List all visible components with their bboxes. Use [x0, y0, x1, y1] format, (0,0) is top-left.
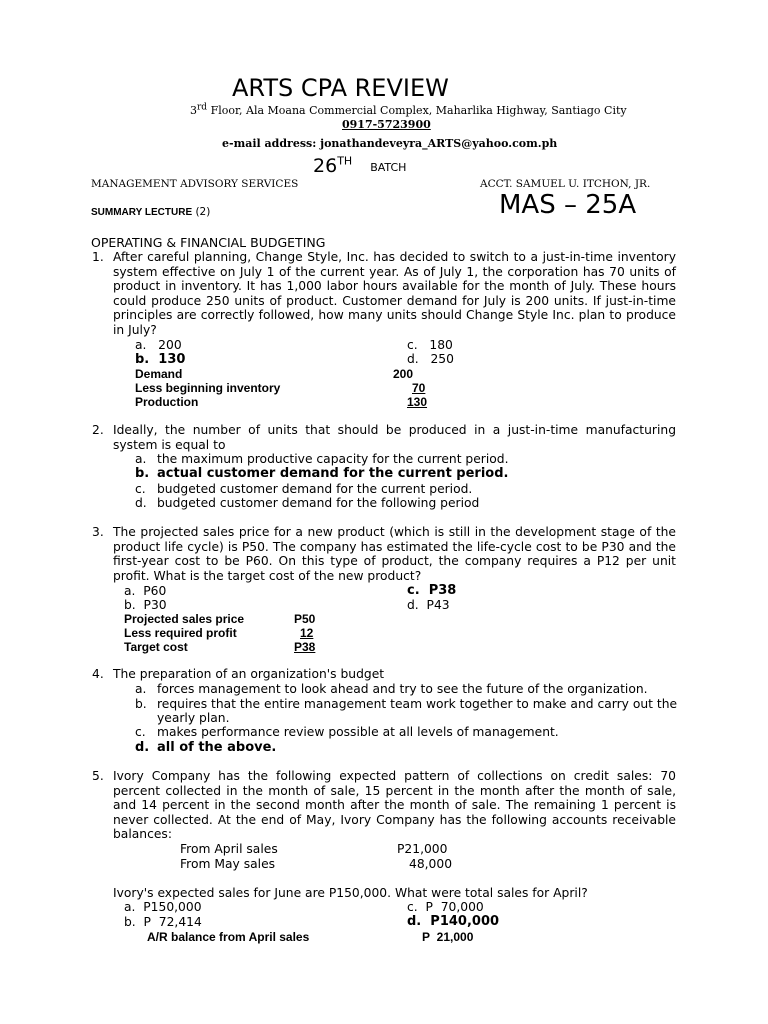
summary-lecture-number: (2) — [192, 206, 211, 218]
question-1-number: 1. — [92, 250, 104, 264]
address-rest: Floor, Ala Moana Commercial Complex, Maharlika Highway, Santiago City — [207, 104, 627, 117]
address-floor-suffix: rd — [197, 102, 208, 113]
q3-choice-a: a. P60 — [124, 584, 167, 598]
q1-choice-b-answer: b. 130 — [135, 352, 186, 367]
q2-choice-b-answer: actual customer demand for the current period. — [157, 466, 509, 481]
question-4-text: The preparation of an organization's budget — [113, 667, 385, 681]
question-2-number: 2. — [92, 423, 104, 437]
q5-choice-a: a. P150,000 — [124, 900, 202, 914]
lecturer-name: ACCT. SAMUEL U. ITCHON, JR. — [480, 178, 651, 190]
q2-choice-c: budgeted customer demand for the current period. — [157, 482, 473, 496]
q5-balance-value: P21,000 — [397, 842, 448, 856]
q5-choice-c: c. P 70,000 — [407, 900, 484, 914]
batch — [313, 155, 406, 177]
q3-solution-value: P38 — [294, 640, 316, 654]
q3-choice-c-answer: c. P38 — [407, 583, 457, 598]
question-4-number: 4. — [92, 667, 104, 681]
email-address: e-mail address: jonathandeveyra_ARTS@yahoo.com.ph — [222, 137, 558, 150]
q5-question: Ivory's expected sales for June are P150,000. What were total sales for April? — [113, 886, 588, 900]
q3-solution-value: 12 — [300, 626, 314, 640]
q1-solution-value: 70 — [412, 381, 426, 395]
q4-choice-c: makes performance review possible at all levels of management. — [157, 725, 559, 739]
q5-balance-value: 48,000 — [409, 857, 453, 871]
q2-choice-c-letter: c. — [135, 482, 146, 496]
q5-solution-label: A/R balance from April sales — [147, 930, 310, 944]
question-5-number: 5. — [92, 769, 104, 783]
subject-name: MANAGEMENT ADVISORY SERVICES — [91, 178, 299, 190]
module-code: MAS – 25A — [499, 190, 637, 220]
question-1-text: After careful planning, Change Style, Inc. has decided to switch to a just-in-time inventory system effective on July 1 of the current year. As of July 1, the corporation has 70 units of product in inventory. It has 1,000 labor hours available for the month of July. These hours could produce 250 units of product. Customer demand for July is 200 units. If just-in-time principles are correctly followed, how many units should Change Style Inc. plan to produce in July? — [113, 250, 676, 337]
q1-choice-a: a. 200 — [135, 338, 182, 352]
q4-choice-b-letter: b. — [135, 697, 147, 711]
batch-suffix: TH — [337, 154, 353, 168]
q4-choice-b-continued: yearly plan. — [157, 711, 230, 725]
q3-solution-label: Projected sales price — [124, 612, 245, 626]
q5-balance-label: From May sales — [180, 857, 276, 871]
question-5-text: Ivory Company has the following expected pattern of collections on credit sales: 70 percent collected in the month of sale, 15 percent in the month after the month of sale, and 14 percent in the second month after the month of sale. The remaining 1 percent is never collected. At the end of May, Ivory Company has the following accounts receivable balances: — [113, 769, 676, 842]
q1-solution-value: 200 — [393, 367, 414, 381]
q4-choice-a-letter: a. — [135, 682, 147, 696]
q1-solution-value: 130 — [407, 395, 428, 409]
phone-number: 0917-5723900 — [342, 118, 431, 131]
summary-lecture — [91, 206, 210, 218]
q1-solution-label: Demand — [135, 367, 183, 381]
summary-lecture-label: SUMMARY LECTURE — [91, 207, 193, 218]
q1-choice-c: c. 180 — [407, 338, 453, 352]
q3-solution-label: Target cost — [124, 640, 188, 654]
q2-choice-d: budgeted customer demand for the following period — [157, 496, 480, 510]
q1-choice-d: d. 250 — [407, 352, 454, 366]
q3-choice-d: d. P43 — [407, 598, 450, 612]
q3-choice-b: b. P30 — [124, 598, 167, 612]
q3-solution-label: Less required profit — [124, 626, 237, 640]
q4-choice-d-answer: all of the above. — [157, 740, 277, 755]
q1-solution-label: Production — [135, 395, 199, 409]
address-floor: 3 — [190, 104, 197, 117]
org-title: ARTS CPA REVIEW — [232, 74, 449, 102]
q5-solution-value: P 21,000 — [422, 930, 474, 944]
q4-choice-d-letter: d. — [135, 740, 150, 755]
question-3-number: 3. — [92, 525, 104, 539]
q2-choice-b-letter: b. — [135, 466, 150, 481]
batch-label: BATCH — [370, 161, 407, 174]
q2-choice-a-letter: a. — [135, 452, 147, 466]
batch-number: 26 — [313, 155, 338, 177]
q4-choice-b: requires that the entire management team work together to make and carry out the — [157, 697, 678, 711]
question-3-text: The projected sales price for a new product (which is still in the development stage of the product life cycle) is P50. The company has estimated the life-cycle cost to be P30 and the first-year cost to be P60. On this type of product, the company requires a P12 per unit profit. What is the target cost of the new product? — [113, 525, 676, 583]
section-title: OPERATING & FINANCIAL BUDGETING — [91, 235, 326, 250]
q1-solution-label: Less beginning inventory — [135, 381, 281, 395]
q2-choice-a: the maximum productive capacity for the current period. — [157, 452, 509, 466]
q3-solution-value: P50 — [294, 612, 316, 626]
q2-choice-d-letter: d. — [135, 496, 147, 510]
q4-choice-c-letter: c. — [135, 725, 146, 739]
question-2-text: Ideally, the number of units that should be produced in a just-in-time manufacturing system is equal to — [113, 423, 676, 452]
q5-choice-d-answer: d. P140,000 — [407, 914, 500, 929]
address — [190, 104, 627, 117]
q5-choice-b: b. P 72,414 — [124, 915, 202, 929]
q4-choice-a: forces management to look ahead and try to see the future of the organization. — [157, 682, 648, 696]
q5-balance-label: From April sales — [180, 842, 278, 856]
